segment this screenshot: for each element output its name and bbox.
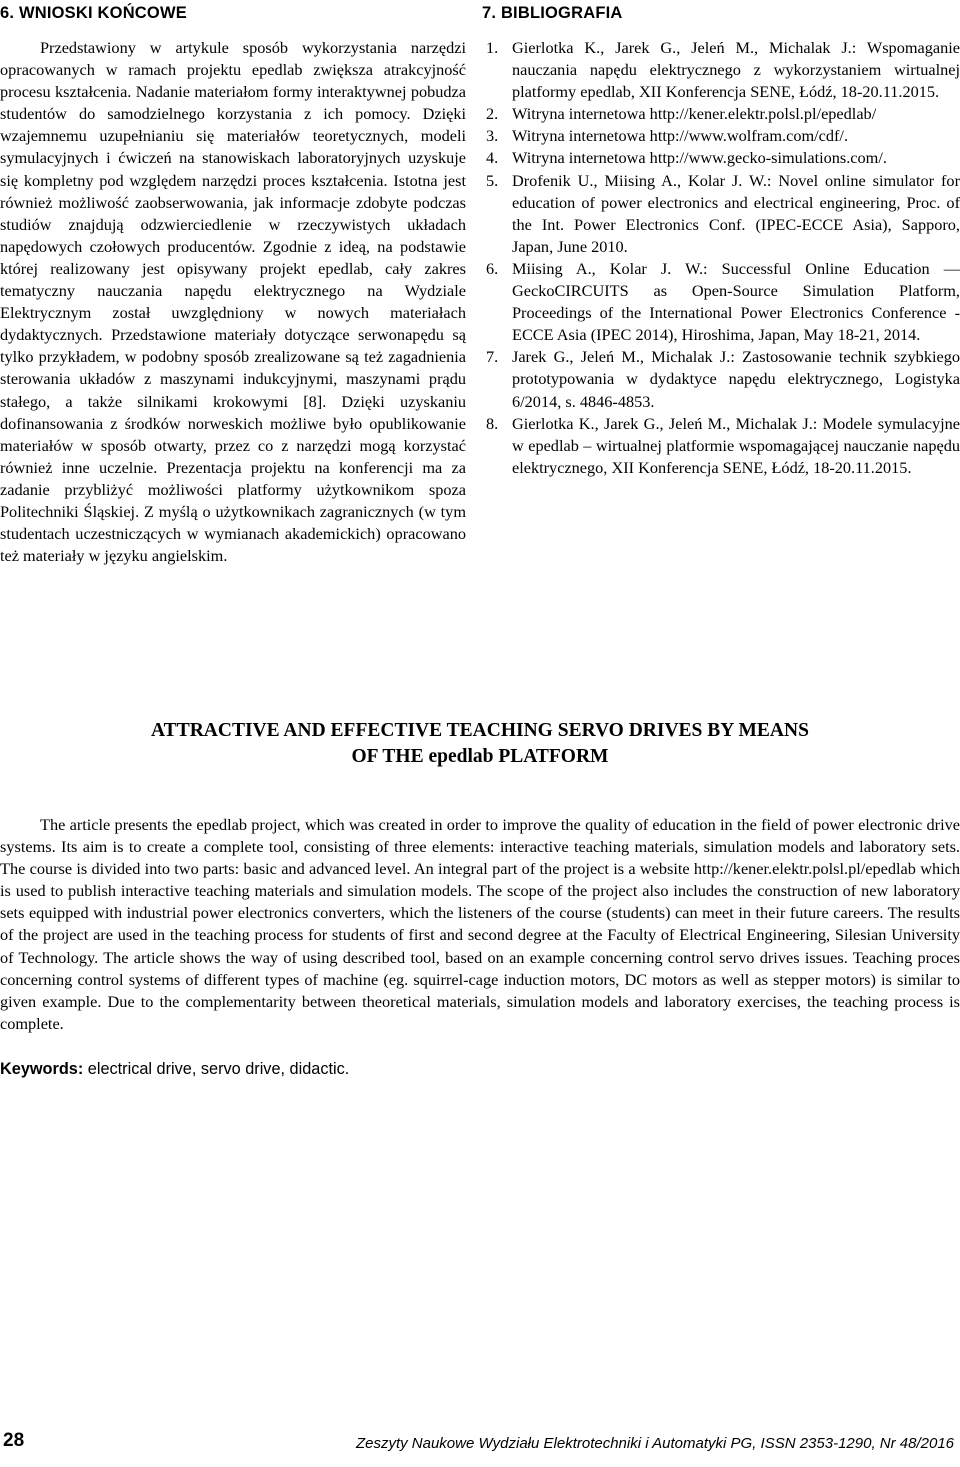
reference-item (482, 37, 960, 103)
reference-number: 5. (486, 170, 499, 190)
reference-text: Miising A., Kolar J. W.: Successful Online Education — GeckoCIRCUITS as Open-Source Simulation Platform, Proceedings of the International Power Electronics Conference - ECCE Asia (IPEC 2014), Hiroshima, Japan, May 18-21, 2014. (512, 258, 960, 345)
conclusions-heading: 6. WNIOSKI KOŃCOWE (0, 4, 187, 22)
reference-number: 2. (486, 104, 499, 124)
reference-text: Gierlotka K., Jarek G., Jeleń M., Michalak J.: Wspomaganie nauczania napędu elektrycznego z wykorzystaniem wirtualnej platformy epedlab, XII Konferencja SENE, Łódź, 18-20.11.2015. (512, 38, 960, 102)
page-footer (0, 1430, 960, 1462)
reference-text: Drofenik U., Miising A., Kolar J. W.: Novel online simulator for education of power electronics and electrical engineering, Proc. of the Int. Power Electronics Conf. (IPEC-ECCE Asia), Sapporo, Japan, June 2010. (512, 170, 960, 256)
reference-number: 1. (486, 38, 499, 57)
reference-item (482, 258, 960, 346)
reference-number: 8. (486, 413, 499, 433)
reference-item (482, 103, 960, 125)
bibliography-heading: 7. BIBLIOGRAFIA (482, 4, 623, 22)
reference-item (482, 346, 960, 412)
reference-list (482, 37, 960, 479)
keywords-line (0, 1058, 960, 1080)
keywords-list: electrical drive, servo drive, didactic. (83, 1059, 350, 1078)
english-title-line-2: OF THE epedlab PLATFORM (351, 746, 609, 767)
page-number: 28 (3, 1430, 25, 1451)
reference-text: Witryna internetowa http://kener.elektr.polsl.pl/epedlab/ (512, 104, 877, 124)
reference-item (482, 125, 960, 147)
reference-number: 7. (486, 347, 499, 367)
reference-number: 4. (486, 148, 499, 168)
reference-number: 3. (486, 126, 499, 146)
reference-item (482, 413, 960, 479)
left-column (0, 0, 466, 567)
reference-text: Jarek G., Jeleń M., Michalak J.: Zastosowanie technik szybkiego prototypowania w dydaktyce napędu elektrycznego, Logistyka 6/2014, s. 4846-4853. (512, 347, 960, 411)
right-column (482, 0, 960, 479)
english-title-line-1: ATTRACTIVE AND EFFECTIVE TEACHING SERVO DRIVES BY MEANS (151, 720, 809, 741)
reference-item (482, 147, 960, 169)
english-abstract-section (0, 718, 960, 1096)
journal-citation: Zeszyty Naukowe Wydziału Elektrotechniki i Automatyki PG, ISSN 2353-1290, Nr 48/2016 (355, 1435, 954, 1452)
reference-text: Gierlotka K., Jarek G., Jeleń M., Michalak J.: Modele symulacyjne w epedlab – wirtualnej platformie wspomagającej nauczanie napędu elektrycznego, XII Konferencja SENE, Łódź, 18-20.11.2015. (512, 413, 960, 477)
reference-item (482, 170, 960, 258)
abstract-paragraph: The article presents the epedlab project, which was created in order to improve the quality of education in the field of power electronic drive systems. Its aim is to create a complete tool, consisting of three elements: interactive teaching materials, simulation models and laboratory sets. The course is divided into two parts: basic and advanced level. An integral part of the project is a website http://kener.elektr.polsl.pl/epedlab which is used to publish interactive teaching materials and simulation models. The scope of the project also includes the construction of new laboratory sets equipped with industrial power electronics converters, which the listeners of the course (students) can meet in their future careers. The results of the project are used in the teaching process for students of first and second degree at the Faculty of Electrical Engineering, Silesian University of Technology. The article shows the way of using described tool, based on an example concerning control servo drives issues. Teaching proces concerning control systems of different types of machine (eg. squirrel-cage induction motors, DC motors as well as stepper motors) is similar to given example. Due to the complementarity between theoretical materials, simulation models and laboratory exercises, the teaching process is complete. (0, 815, 960, 1033)
keywords-label: Keywords: (0, 1059, 84, 1078)
reference-text: Witryna internetowa http://www.gecko-simulations.com/. (512, 148, 887, 168)
reference-number: 6. (486, 258, 499, 278)
conclusions-paragraph: Przedstawiony w artykule sposób wykorzystania narzędzi opracowanych w ramach projektu epedlab zwiększa atrakcyjność procesu kształcenia. Nadanie materiałom formy interaktywnej pobudza studentów do samodzielnego korzystania z ich pomocy. Dzięki wzajemnemu uzupełnianiu się materiałów teoretycznych, modeli symulacyjnych i ćwiczeń na stanowiskach laboratoryjnych uzyskuje się kompletny pod względem narzędzi proces kształcenia. Istotna jest również możliwość zaobserwowania, jak informacje zdobyte podczas studiów znajdują odzwierciedlenie w rzeczywistych układach napędowych czołowych producentów. Zgodnie z ideą, na podstawie której realizowany jest opisywany projekt epedlab, cały zakres tematyczny nauczania napędu elektrycznego na Wydziale Elektrycznym został uwzględniony w nowych materiałach dydaktycznych. Przedstawione materiały dotyczące serwonapędu są tylko przykładem, w podobny sposób zrealizowane są też zagadnienia sterowania układów z maszynami indukcyjnymi, maszynami prądu stałego, a także silnikami krokowymi [8]. Dzięki uzyskaniu dofinansowania z środków norweskich możliwe było opublikowanie materiałów w sposób otwarty, przez co z narzędzi mogą korzystać również inne uczelnie. Prezentacja projektu na konferencji ma za zadanie przybliżyć możliwości platformy użytkownikom spoza Politechniki Śląskiej. Z myślą o użytkownikach zagranicznych (w tym studentach uczestniczących w wymianach akademickich) opracowano też materiały w języku angielskim. (0, 38, 466, 566)
reference-text: Witryna internetowa http://www.wolfram.com/cdf/. (512, 126, 849, 146)
